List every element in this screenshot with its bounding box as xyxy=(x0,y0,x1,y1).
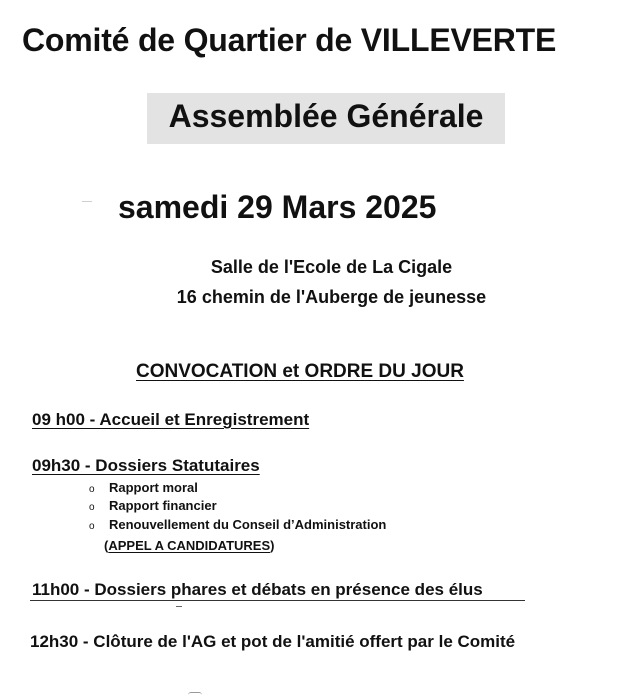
note-paren-open: ( xyxy=(104,538,109,553)
agenda-item-debates: 11h00 - Dossiers phares et débats en présence des élus xyxy=(32,580,483,599)
candidates-call-note xyxy=(104,538,274,553)
subitem-label: Rapport moral xyxy=(109,480,198,495)
note-paren-close: ) xyxy=(270,538,275,553)
item-underline xyxy=(30,600,525,601)
document-title: Comité de Quartier de VILLEVERTE xyxy=(22,22,557,58)
subitem-label: Rapport financier xyxy=(109,498,217,513)
agenda-item-statutory: 09h30 - Dossiers Statutaires xyxy=(32,456,260,475)
agenda-item-closing: 12h30 - Clôture de l'AG et pot de l'amitié offert par le Comité xyxy=(30,632,516,651)
bullet-icon: o xyxy=(89,502,95,513)
venue-address: 16 chemin de l'Auberge de jeunesse xyxy=(176,287,487,307)
bullet-icon: o xyxy=(89,521,95,532)
agenda-subitem xyxy=(89,498,217,513)
agenda-heading: CONVOCATION et ORDRE DU JOUR xyxy=(136,361,464,382)
note-text: APPEL A CANDIDATURES xyxy=(108,538,271,553)
stray-mark xyxy=(82,201,92,202)
agenda-subitem xyxy=(89,517,386,532)
subitem-label: Renouvellement du Conseil d’Administration xyxy=(109,517,387,532)
bullet-icon: o xyxy=(89,484,95,495)
meeting-date: samedi 29 Mars 2025 xyxy=(118,189,437,225)
stray-mark xyxy=(188,692,202,695)
agenda-subitem xyxy=(89,480,198,495)
stray-mark xyxy=(176,606,182,607)
agenda-item-welcome: 09 h00 - Accueil et Enregistrement xyxy=(32,410,310,429)
venue-name: Salle de l'Ecole de La Cigale xyxy=(210,257,453,277)
meeting-subtitle: Assemblée Générale xyxy=(168,98,484,134)
